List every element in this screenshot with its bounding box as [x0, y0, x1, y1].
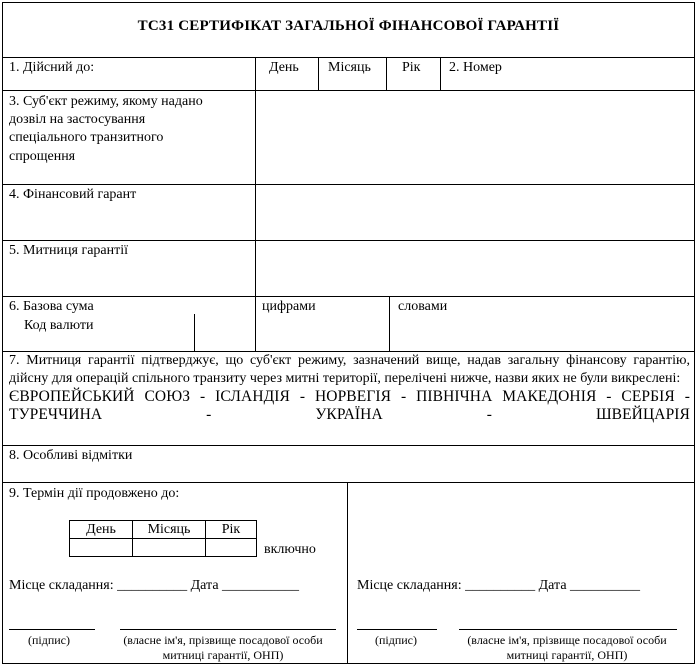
year-label: Рік — [206, 521, 257, 539]
divider — [347, 482, 348, 664]
extension-date-table — [69, 520, 257, 557]
extended-until-label: 9. Термін дії продовжено до: — [9, 486, 180, 501]
month-label: Місяць — [328, 60, 371, 75]
guarantee-statement — [9, 352, 690, 424]
reference-amount-label: 6. Базова сума — [9, 299, 94, 314]
name-caption-line: митниці гарантії, ОНП) — [506, 648, 628, 662]
name-line — [120, 629, 336, 630]
valid-until-label: 1. Дійсний до: — [9, 60, 95, 75]
divider — [440, 57, 441, 90]
divider — [2, 296, 695, 297]
day-label: День — [269, 60, 299, 75]
divider — [389, 296, 390, 351]
currency-code-label: Код валюти — [24, 318, 94, 333]
office-of-guarantee-label: 5. Митниця гарантії — [9, 243, 129, 258]
year-cell — [206, 539, 257, 557]
signature-caption: (підпис) — [27, 633, 71, 647]
name-line — [459, 629, 677, 630]
principal-label-line: 3. Суб'єкт режиму, якому надано — [9, 94, 203, 109]
divider — [2, 57, 695, 58]
place-date-left: Місце складання: __________ Дата ___________ — [9, 578, 300, 593]
form-title: ТС31 СЕРТИФІКАТ ЗАГАЛЬНОЇ ФІНАНСОВОЇ ГАРАНТІЇ — [137, 18, 560, 34]
divider — [2, 240, 695, 241]
amount-digits-label: цифрами — [262, 299, 316, 314]
amount-words-label: словами — [398, 299, 448, 314]
month-label: Місяць — [133, 521, 206, 539]
countries-list: ЄВРОПЕЙСЬКИЙ СОЮЗ - ІСЛАНДІЯ - НОРВЕГІЯ - ПІВНІЧНА МАКЕДОНІЯ - СЕРБІЯ - ТУРЕЧЧИНА - УКРАЇНА - ШВЕЙЦАРІЯ — [9, 388, 690, 423]
name-caption-line: (власне ім'я, прізвище посадової особи — [123, 633, 323, 647]
divider — [194, 314, 195, 351]
principal-label-line: спеціального транзитного — [9, 130, 164, 145]
divider — [2, 445, 695, 446]
place-date-right: Місце складання: __________ Дата __________ — [357, 578, 641, 593]
statement-text: 7. Митниця гарантії підтверджує, що суб'єкт режиму, зазначений вище, надав загальну фінансову гарантію, дійсну для операцій спільного транзиту через митні території, перелічені нижче, назви яких не були викреслені: — [9, 353, 690, 386]
principal-label-line: дозвіл на застосування — [9, 112, 146, 127]
name-caption-line: митниці гарантії, ОНП) — [162, 648, 284, 662]
signature-line — [9, 629, 95, 630]
special-remarks-label: 8. Особливі відмітки — [9, 448, 133, 463]
name-caption-line: (власне ім'я, прізвище посадової особи — [467, 633, 667, 647]
divider — [2, 482, 695, 483]
month-cell — [133, 539, 206, 557]
day-cell — [70, 539, 133, 557]
divider — [2, 184, 695, 185]
divider — [318, 57, 319, 90]
divider — [386, 57, 387, 90]
year-label: Рік — [402, 60, 421, 75]
divider — [2, 90, 695, 91]
signature-line — [357, 629, 437, 630]
number-label: 2. Номер — [449, 60, 502, 75]
principal-label-line: спрощення — [9, 149, 76, 164]
guarantor-label: 4. Фінансовий гарант — [9, 187, 137, 202]
inclusive-label: включно — [264, 542, 316, 557]
day-label: День — [70, 521, 133, 539]
signature-caption: (підпис) — [374, 633, 418, 647]
divider — [255, 57, 256, 351]
